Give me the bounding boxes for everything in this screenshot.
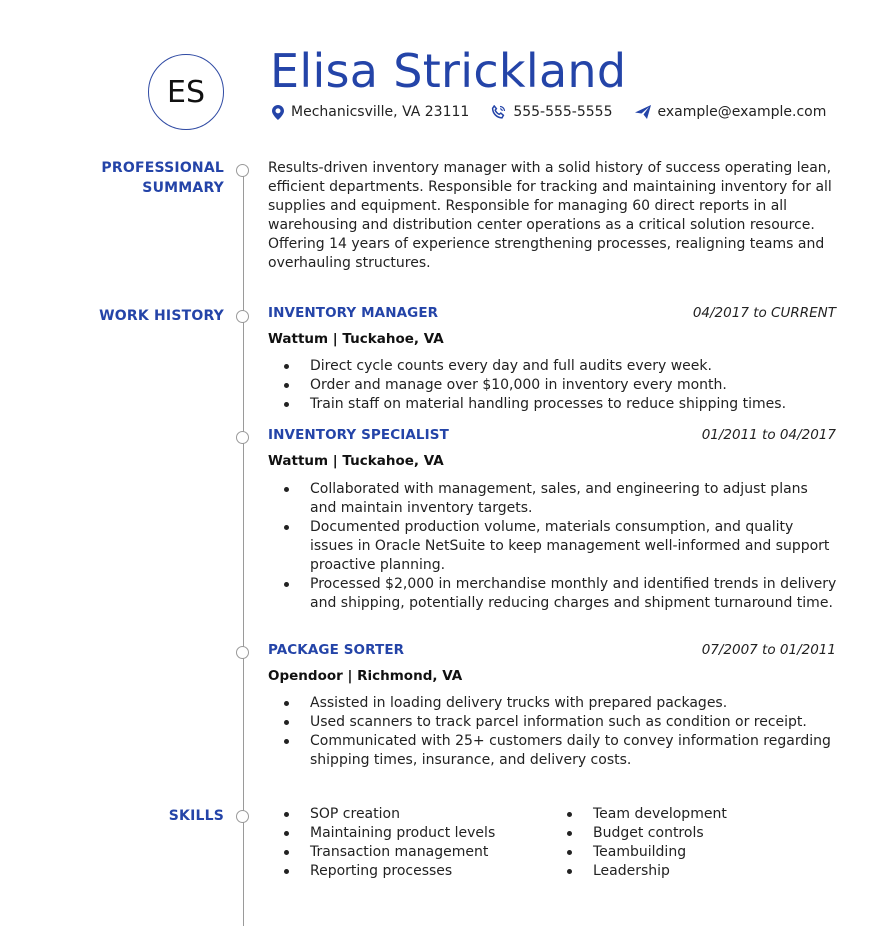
job-title: PACKAGE SORTER	[268, 642, 405, 658]
section-title-work: WORK HISTORY	[99, 308, 224, 324]
job-dates: 04/2017 to CURRENT	[692, 305, 836, 321]
list-item: Assisted in loading delivery trucks with prepared packages.	[268, 694, 838, 713]
skill-item: Leadership	[551, 862, 821, 881]
job-title: INVENTORY MANAGER	[268, 305, 439, 321]
skill-item: Maintaining product levels	[268, 824, 538, 843]
monogram-badge: ES	[148, 54, 224, 130]
summary-title-line2: SUMMARY	[142, 180, 224, 196]
job-bullets	[268, 357, 838, 414]
job-bullets	[268, 694, 838, 770]
list-item: Train staff on material handling processes to reduce shipping times.	[268, 395, 838, 414]
list-item: Communicated with 25+ customers daily to convey information regarding shipping times, insurance, and delivery costs.	[268, 732, 838, 770]
skill-item: Teambuilding	[551, 843, 821, 862]
skill-item: Team development	[551, 805, 821, 824]
list-item: Documented production volume, materials consumption, and quality issues in Oracle NetSuite to keep management well-informed and support proactive planning.	[268, 518, 838, 575]
phone-icon	[491, 105, 506, 120]
contact-location	[272, 104, 469, 120]
timeline-node-job-2	[236, 431, 249, 444]
list-item: Order and manage over $10,000 in inventory every month.	[268, 376, 838, 395]
list-item: Processed $2,000 in merchandise monthly and identified trends in delivery and shipping, potentially reducing charges and shipment turnaround time.	[268, 575, 838, 613]
job-dates: 01/2011 to 04/2017	[701, 427, 836, 443]
timeline-node-job-1	[236, 310, 249, 323]
contact-email	[635, 104, 827, 120]
job-company: Wattum | Tuckahoe, VA	[268, 331, 444, 347]
summary-title-line1: PROFESSIONAL	[101, 160, 224, 176]
send-icon	[635, 105, 651, 119]
location-pin-icon	[272, 105, 284, 120]
job-header	[268, 642, 836, 658]
contact-bar	[272, 104, 848, 120]
skill-item: Budget controls	[551, 824, 821, 843]
job-dates: 07/2007 to 01/2011	[701, 642, 836, 658]
skill-item: SOP creation	[268, 805, 538, 824]
skills-list-left	[268, 805, 538, 881]
job-title: INVENTORY SPECIALIST	[268, 427, 449, 443]
contact-phone	[491, 104, 612, 120]
job-header	[268, 427, 836, 443]
timeline-node-skills	[236, 810, 249, 823]
timeline-node-summary	[236, 164, 249, 177]
job-company: Wattum | Tuckahoe, VA	[268, 453, 444, 469]
list-item: Direct cycle counts every day and full audits every week.	[268, 357, 838, 376]
job-bullets	[268, 480, 838, 613]
section-title-summary	[101, 158, 224, 198]
candidate-name: Elisa Strickland	[270, 44, 627, 98]
location-text: Mechanicsville, VA 23111	[291, 104, 470, 120]
summary-text: Results-driven inventory manager with a solid history of success operating lean, efficient departments. Responsible for tracking and maintaining inventory for all supplies and equipment. Responsible for managing 60 direct reports in all warehousing and distribution center operations as a critical solution resource. Offering 14 years of experience strengthening processes, realigning teams and overhauling structures.	[268, 160, 832, 271]
job-header	[268, 305, 836, 321]
skill-item: Transaction management	[268, 843, 538, 862]
phone-text: 555-555-5555	[513, 104, 613, 120]
timeline-node-job-3	[236, 646, 249, 659]
skill-item: Reporting processes	[268, 862, 538, 881]
list-item: Collaborated with management, sales, and engineering to adjust plans and maintain inventory targets.	[268, 480, 838, 518]
job-company: Opendoor | Richmond, VA	[268, 668, 463, 684]
skills-list-right	[551, 805, 821, 881]
list-item: Used scanners to track parcel information such as condition or receipt.	[268, 713, 838, 732]
email-text: example@example.com	[657, 104, 827, 120]
section-title-skills: SKILLS	[168, 808, 224, 824]
